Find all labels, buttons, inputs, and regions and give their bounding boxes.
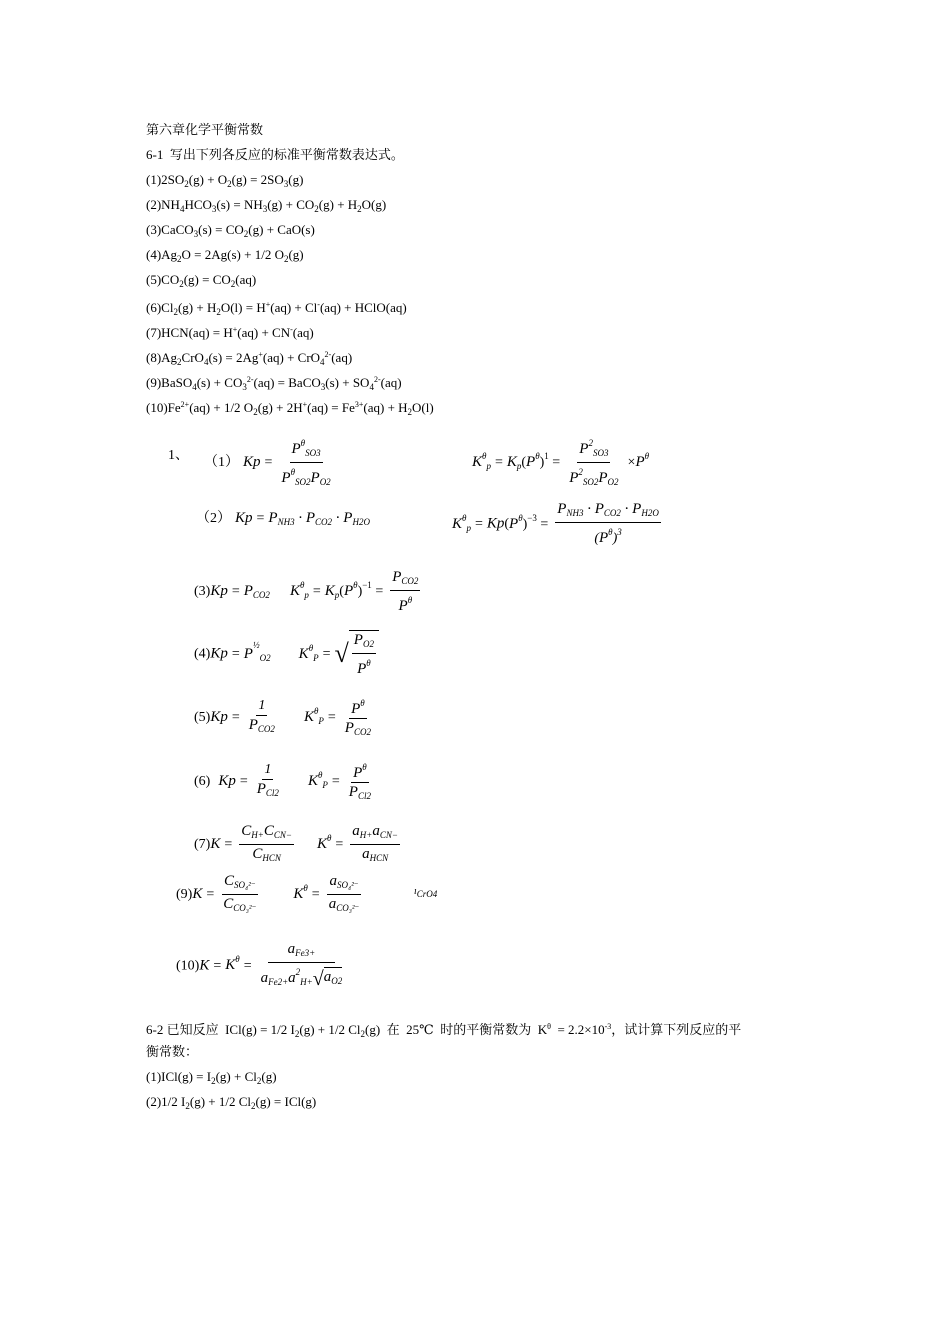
reaction-7: (7)HCN(aq) = H+(aq) + CN-(aq): [146, 325, 314, 340]
answer-7: (7)K = $\frac{C_{H+}C_{CN-}}{C_{HCN}}$ $K^\theta$ = $\frac{a_{H+}a_{CN-}}{a_{HCN}}$: [194, 823, 398, 863]
answer-label: (7): [194, 837, 211, 853]
chapter-title: 第六章化学平衡常数: [146, 122, 264, 137]
answer-label: (6): [194, 774, 211, 790]
answer-2-kptheta: $K^\theta_p = Kp(P^\theta)^{-3}$ = $\frac{P_{NH3} \cdot P_{CO2} \cdot P_{H2O}}{(P^\theta)^3}$: [452, 501, 659, 546]
reaction-6: $(6)Cl_2(g) + H_2O(l) = H^+(aq) + Cl^-(aq)$ + HClO(aq): [146, 300, 407, 317]
question-6-2-item-1: $(1)ICl(g) = I_2(g) + Cl_2(g)$: [146, 1069, 277, 1086]
reaction-8: $(8)Ag_2CrO_4(s) = 2Ag^+(aq) + CrO_4^{2-}(aq)$: [146, 350, 353, 367]
reaction-2: $(2)NH_4HCO_3(s) = NH_3(g) + CO_2(g) + H_2O(g)$: [146, 197, 387, 214]
question-6-1-header: [146, 147, 404, 163]
question-6-2-item-2: (2)1/2 $I_2(g) + 1/2$ $Cl_2(g) = ICl(g)$: [146, 1094, 317, 1111]
question-6-2-line1: 6-2 已知反应 ICl(g) = 1/2 $I_2(g) + 1/2$ $Cl_2(g)$ 在 25℃ 时的平衡常数为 $K^\theta = 2.2\times 10^{-3}$，试计算下列反应的平: [146, 1022, 742, 1039]
reaction-5: $(5)CO_2(g) = CO_2(aq)$: [146, 272, 257, 289]
reaction-3: (3)CaCO$_3$(s) = $CO_2(g) + CaO(s)$: [146, 222, 315, 239]
answer-4: $(4)Kp = P^{\frac{1}{2}}_{O2}$ $K^\theta_P$ = √ $\frac{P_{O2}}{P^\theta}$: [194, 630, 379, 678]
question-number: 6-1: [146, 147, 164, 162]
reaction-4: $(4)Ag_2O = 2Ag(s) + 1/2$ $O_2(g)$: [146, 247, 304, 264]
reaction-10: $(10)Fe^{2+}(aq) + 1/2$ $O_2(g) + 2H^+(aq) = Fe^{3+}(aq) + H_2O(l)$: [146, 400, 434, 417]
answer-label: (4): [194, 646, 211, 662]
answer-label: (3): [194, 584, 211, 600]
answer-label: (5): [194, 710, 211, 726]
answer-3: $(3)Kp = P_{CO2}$ $K^\theta_p = K_p(P^\theta)^{-1}$ = $\frac{P_{CO2}}{P^\theta}$: [194, 569, 419, 614]
answer-10: $(10)K = K^\theta$ = $a_{Fe3+}$ $a_{Fe2+}a^2_{H+}$ √ $a_{O2}$: [176, 941, 343, 990]
answer-5: (5)Kp = $\frac{1}{P_{CO2}}$ $K^\theta_P$ = $\frac{P^\theta}{P_{CO2}}$: [194, 694, 376, 741]
answer-label: (10): [176, 958, 200, 974]
reaction-1: $(1)2SO_2(g) + O_2(g) = 2SO_3(g)$: [146, 172, 304, 189]
answer-label: （1）: [204, 455, 239, 471]
answer-9: (9)K = $\frac{C_{SO_4^{2-}}}{C_{CO_3^{2-}}}$ $K^\theta$ = $\frac{a_{SO_4^{2-}}}{a_{CO_3^{2-}}}$: [176, 873, 360, 913]
answer-6: (6) Kp = $\frac{1}{P_{Cl2}}$ $K^\theta_P$ = $\frac{P^\theta}{P_{Cl2}}$: [194, 758, 376, 805]
stray-fragment: $ı_{CrO4}$: [414, 886, 438, 899]
question-6-2-line2: 衡常数：: [146, 1044, 199, 1059]
answer-intro: 1、: [168, 448, 189, 463]
answer-1-kptheta: $K^\theta_p = K_p(P^\theta)^1$ = $\frac{P^2_{SO3}}{P^2_{SO2}P_{O2}}$ $\times P^\theta$: [472, 434, 649, 491]
answer-label: (9): [176, 887, 193, 903]
answer-2-kp: （2） $Kp = P_{NH3} \cdot P_{CO2} \cdot P_{H2O}$: [196, 510, 370, 527]
reaction-9: (9)BaSO$_4$(s) + $CO_3^{2-}(aq)$ = BaCO$_3$(s) + $SO_4^{2-}(aq)$: [146, 375, 402, 392]
answer-label: （2）: [196, 511, 231, 526]
question-prompt: 写出下列各反应的标准平衡常数表达式。: [169, 147, 404, 162]
answer-1-kp: （1） Kp = $\frac{P^\theta_{SO3}}{P^\theta_{SO2}P_{O2}}$: [204, 434, 336, 491]
